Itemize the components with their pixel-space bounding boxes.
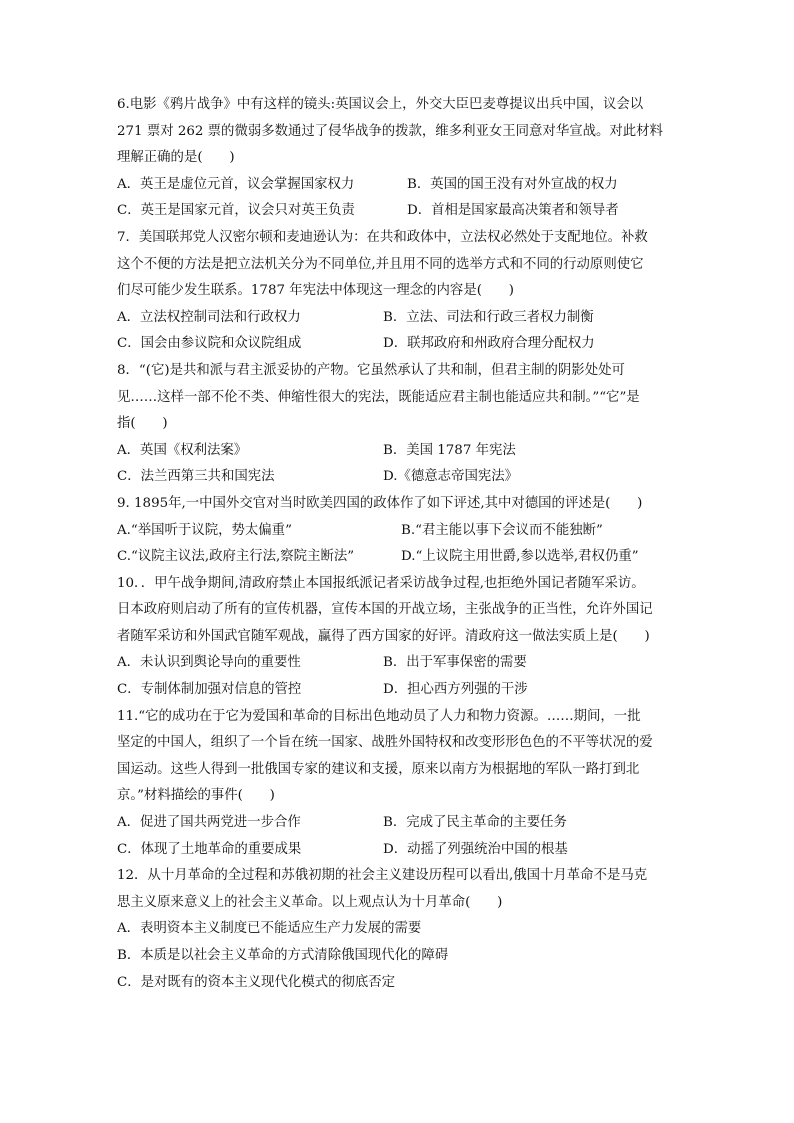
question-text: 指( ) xyxy=(117,416,168,432)
question-text: 们尽可能少发生联系。1787 年宪法中体现这一理念的内容是( ) xyxy=(117,283,514,299)
options-row xyxy=(117,650,679,677)
option-a: A．未认识到舆论导向的重要性 xyxy=(117,655,301,671)
option-c: C．专制体制加强对信息的管控 xyxy=(117,682,302,698)
option-a: A．立法权控制司法和行政权力 xyxy=(117,309,301,325)
options-row xyxy=(117,172,679,199)
options-row xyxy=(117,198,679,225)
option-c: C．国会由参议院和众议院组成 xyxy=(117,336,302,352)
question-text: 理解正确的是( ) xyxy=(117,150,235,166)
question-text: 见……这样一部不伦不类、伸缩性很大的宪法，既能适应君主制也能适应共和制。”“它”是 xyxy=(117,389,640,405)
option-d: D．首相是国家最高决策者和领导者 xyxy=(407,203,619,219)
question-text: 12．从十月革命的全过程和苏俄初期的社会主义建设历程可以看出,俄国十月革命不是马克 xyxy=(117,868,648,884)
options-row xyxy=(117,464,679,491)
question-7 xyxy=(117,225,679,358)
question-text: 271 票对 262 票的微弱多数通过了侵华战争的拨款，维多利亚女王同意对华宣战。对此材料 xyxy=(117,123,663,139)
question-9 xyxy=(117,491,679,571)
question-text: 7．美国联邦党人汉密尔顿和麦迪逊认为：在共和政体中，立法权必然处于支配地位。补救 xyxy=(117,229,648,245)
question-text: 者随军采访和外国武官随军观战，赢得了西方国家的好评。清政府这一做法实质上是( ) xyxy=(117,628,650,644)
option-b: B．立法、司法和行政三者权力制衡 xyxy=(383,309,594,325)
question-text: 11.“它的成功在于它为爱国和革命的目标出色地动员了人力和物力资源。……期间，一批 xyxy=(117,708,641,724)
option-c: C．英王是国家元首，议会只对英王负责 xyxy=(117,203,355,219)
question-10 xyxy=(117,571,679,704)
option-c: C．体现了土地革命的重要成果 xyxy=(117,841,302,857)
option-c: C.“议院主议法,政府主行法,察院主断法” xyxy=(117,549,355,565)
exam-page xyxy=(117,92,679,996)
option-a: A．表明资本主义制度已不能适应生产力发展的需要 xyxy=(117,921,422,937)
question-text: 9. 1895年,一中国外交官对当时欧美四国的政体作了如下评述,其中对德国的评述是( ) xyxy=(117,495,643,511)
option-d: D．联邦政府和州政府合理分配权力 xyxy=(383,336,595,352)
question-6 xyxy=(117,92,679,225)
question-text: 日本政府则启动了所有的宣传机器，宣传本国的开战立场，主张战争的正当性，允许外国记 xyxy=(117,602,653,618)
options-row xyxy=(117,544,679,571)
option-b: B．完成了民主革命的主要任务 xyxy=(383,815,567,831)
option-b: B．本质是以社会主义革命的方式清除俄国现代化的障碍 xyxy=(117,948,449,963)
option-d: D．担心西方列强的干涉 xyxy=(383,682,528,698)
options-row xyxy=(117,331,679,358)
option-a: A.“举国听于议院，势太偏重” xyxy=(117,522,292,538)
question-text: 国运动。这些人得到一批俄国专家的建议和支援，原来以南方为根据地的军队一路打到北 xyxy=(117,761,640,777)
option-d: D.“上议院主用世爵,参以选举,君权仍重” xyxy=(401,549,639,565)
option-d: D．动摇了列强统治中国的根基 xyxy=(383,841,568,857)
option-a: A．促进了国共两党进一步合作 xyxy=(117,815,301,831)
options-row xyxy=(117,837,679,864)
question-text: 京。”材料描绘的事件( ) xyxy=(117,788,275,804)
question-8 xyxy=(117,358,679,491)
question-text: 这个不便的方法是把立法机关分为不同单位,并且用不同的选举方式和不同的行动原则使它 xyxy=(117,256,644,272)
options-row xyxy=(117,810,679,837)
options-row xyxy=(117,305,679,332)
question-text: 坚定的中国人，组织了一个旨在统一国家、战胜外国特权和改变形形色色的不平等状况的爱 xyxy=(117,735,653,751)
option-b: B．英国的国王没有对外宣战的权力 xyxy=(407,176,618,192)
question-text: 思主义原来意义上的社会主义革命。以上观点认为十月革命( ) xyxy=(117,894,503,910)
question-11 xyxy=(117,704,679,864)
option-d: D.《德意志帝国宪法》 xyxy=(383,469,519,485)
option-c: C．是对既有的资本主义现代化模式的彻底否定 xyxy=(117,974,396,990)
options-row xyxy=(117,677,679,704)
option-b: B．出于军事保密的需要 xyxy=(383,655,527,671)
question-text: 8．“(它)是共和派与君主派妥协的产物。它虽然承认了共和制，但君主制的阴影处处可 xyxy=(117,362,625,378)
option-a: A．英国《权利法案》 xyxy=(117,442,248,458)
option-a: A．英王是虚位元首，议会掌握国家权力 xyxy=(117,176,355,192)
option-b: B.“君主能以事下会议而不能独断” xyxy=(401,522,603,538)
option-b: B．美国 1787 年宪法 xyxy=(383,442,516,458)
question-text: 10．．甲午战争期间,清政府禁止本国报纸派记者采访战争过程,也拒绝外国记者随军采访。 xyxy=(117,575,645,591)
question-text: 6.电影《鸦片战争》中有这样的镜头:英国议会上，外交大臣巴麦尊提议出兵中国，议会以 xyxy=(117,97,644,112)
question-12 xyxy=(117,863,679,996)
option-c: C．法兰西第三共和国宪法 xyxy=(117,469,275,485)
options-row xyxy=(117,518,679,545)
options-row xyxy=(117,438,679,465)
